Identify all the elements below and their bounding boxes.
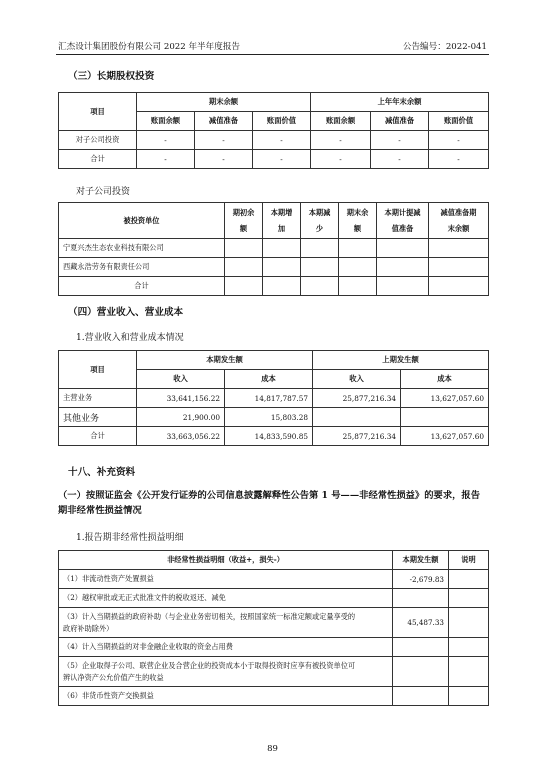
- col-book-balance: 账面余额: [137, 112, 195, 131]
- section-long-term-equity-title: （三）长期股权投资: [68, 71, 155, 82]
- cell: [401, 408, 489, 427]
- non-recurring-paragraph: （一）按照证监会《公开发行证券的公司信息披露解释性公告第 1 号——非经常性损益》的要求，报告期非经常性损益情况: [58, 490, 481, 516]
- subsidiary-investment-title: 对子公司投资: [76, 187, 131, 197]
- row-text: （1）非流动性资产处置损益: [59, 570, 393, 589]
- col-note: 说明: [449, 551, 489, 570]
- col-opening: 额: [239, 223, 248, 233]
- cell: -: [429, 150, 489, 169]
- col-end-balance: 期末余额: [137, 93, 311, 112]
- row-text: （5）企业取得子公司、联营企业及合营企业的投资成本小于取得投资时应享有被投资单位可: [63, 660, 356, 670]
- table-row: [59, 389, 489, 408]
- row-label: 对子公司投资: [59, 131, 137, 150]
- revenue-subtitle: 1.营业收入和营业成本情况: [76, 333, 184, 343]
- row-label: 其他业务: [59, 408, 137, 427]
- table-row: [59, 657, 489, 687]
- table-row: [59, 638, 489, 657]
- row-label: 合计: [59, 150, 137, 169]
- col-income: 收入: [313, 370, 401, 389]
- revenue-cost-table: [58, 350, 489, 446]
- cell: 21,900.00: [137, 408, 225, 427]
- col-income: 收入: [137, 370, 225, 389]
- col-prior-period: 上期发生额: [313, 351, 489, 370]
- report-title: 汇杰设计集团股份有限公司 2022 年半年度报告: [58, 42, 241, 52]
- row-text: （6）非货币性资产交换损益: [59, 687, 393, 706]
- col-detail: 非经常性损益明细（收益+，损失-）: [59, 551, 393, 570]
- table-row: [59, 408, 489, 427]
- col-book-value: 账面价值: [253, 112, 311, 131]
- col-decrease: 少: [315, 223, 324, 233]
- col-impairment-closing: 减值准备期: [440, 207, 477, 217]
- col-increase: 加: [277, 223, 286, 233]
- row-amount: [393, 589, 449, 608]
- row-amount: -2,679.83: [393, 570, 449, 589]
- col-impairment-accrued: 值准备: [391, 223, 414, 233]
- col-item: 项目: [59, 93, 137, 131]
- table-row: [59, 687, 489, 706]
- table-row: [59, 150, 489, 169]
- row-text: （3）计入当期损益的政府补助（与企业业务密切相关，按照国家统一标准定额或定量享受的: [63, 611, 356, 621]
- row-label: 合计: [59, 427, 137, 446]
- col-begin-balance: 上年年末余额: [311, 93, 489, 112]
- cell: 15,803.28: [225, 408, 313, 427]
- col-current-period: 本期发生额: [137, 351, 313, 370]
- col-cost: 成本: [401, 370, 489, 389]
- cell: 33,641,156.22: [137, 389, 225, 408]
- col-book-value: 账面价值: [429, 112, 489, 131]
- col-closing: 额: [353, 223, 362, 233]
- long-term-equity-table: [58, 92, 489, 169]
- col-impairment: 减值准备: [371, 112, 429, 131]
- cell: -: [253, 131, 311, 150]
- table-row: [59, 258, 489, 277]
- investee-name: 西藏永浩劳务有限责任公司: [59, 258, 225, 277]
- investee-name: 宁夏兴杰生态农业科技有限公司: [59, 239, 225, 258]
- page-number: 89: [267, 744, 278, 754]
- cell: 14,817,787.57: [225, 389, 313, 408]
- cell: -: [311, 131, 371, 150]
- col-item: 项目: [59, 351, 137, 389]
- col-amount: 本期发生额: [393, 551, 449, 570]
- cell: 13,627,057.60: [401, 427, 489, 446]
- cell: -: [137, 131, 195, 150]
- cell: 14,833,590.85: [225, 427, 313, 446]
- row-amount: [393, 657, 449, 687]
- row-text: 政府补助除外）: [63, 623, 114, 633]
- col-investee: 被投资单位: [59, 203, 225, 239]
- col-book-balance: 账面余额: [311, 112, 371, 131]
- cell: -: [195, 131, 253, 150]
- cell: -: [429, 131, 489, 150]
- cell: [313, 408, 401, 427]
- table-row: [59, 570, 489, 589]
- cell: -: [253, 150, 311, 169]
- cell: -: [137, 150, 195, 169]
- table-row: [59, 589, 489, 608]
- subsidiary-investment-table: [58, 202, 489, 296]
- section-supplementary-title: 十八、补充资料: [68, 467, 136, 478]
- row-text: 辨认净资产公允价值产生的收益: [63, 672, 164, 682]
- row-amount: [393, 687, 449, 706]
- header-divider: [56, 54, 489, 55]
- table-row: [59, 608, 489, 638]
- col-cost: 成本: [225, 370, 313, 389]
- cell: 33,663,056.22: [137, 427, 225, 446]
- cell: -: [371, 150, 429, 169]
- table-row: [59, 427, 489, 446]
- cell: -: [371, 131, 429, 150]
- announcement-number: 公告编号：2022-041: [402, 42, 487, 52]
- non-recurring-subtitle: 1.报告期非经常性损益明细: [76, 533, 184, 543]
- cell: -: [195, 150, 253, 169]
- cell: 25,877,216.34: [313, 389, 401, 408]
- col-impairment: 减值准备: [195, 112, 253, 131]
- non-recurring-table: [58, 550, 489, 706]
- cell: 13,627,057.60: [401, 389, 489, 408]
- col-closing: 期末余: [346, 207, 369, 217]
- section-revenue-title: （四）营业收入、营业成本: [68, 307, 184, 318]
- row-amount: [393, 638, 449, 657]
- cell: 25,877,216.34: [313, 427, 401, 446]
- col-impairment-accrued: 本期计提减: [384, 207, 421, 217]
- col-impairment-closing: 末余额: [447, 223, 470, 233]
- col-decrease: 本期减: [308, 207, 331, 217]
- col-increase: 本期增: [270, 207, 293, 217]
- table-row: [59, 239, 489, 258]
- row-text: （2）越权审批或无正式批准文件的税收返还、减免: [59, 589, 393, 608]
- row-label: 主营业务: [59, 389, 137, 408]
- table-row: [59, 131, 489, 150]
- row-text: （4）计入当期损益的对非金融企业收取的资金占用费: [59, 638, 393, 657]
- row-amount: 45,487.33: [393, 608, 449, 638]
- col-opening: 期初余: [232, 207, 255, 217]
- cell: -: [311, 150, 371, 169]
- table-row: [59, 277, 489, 296]
- total-label: 合计: [59, 277, 225, 296]
